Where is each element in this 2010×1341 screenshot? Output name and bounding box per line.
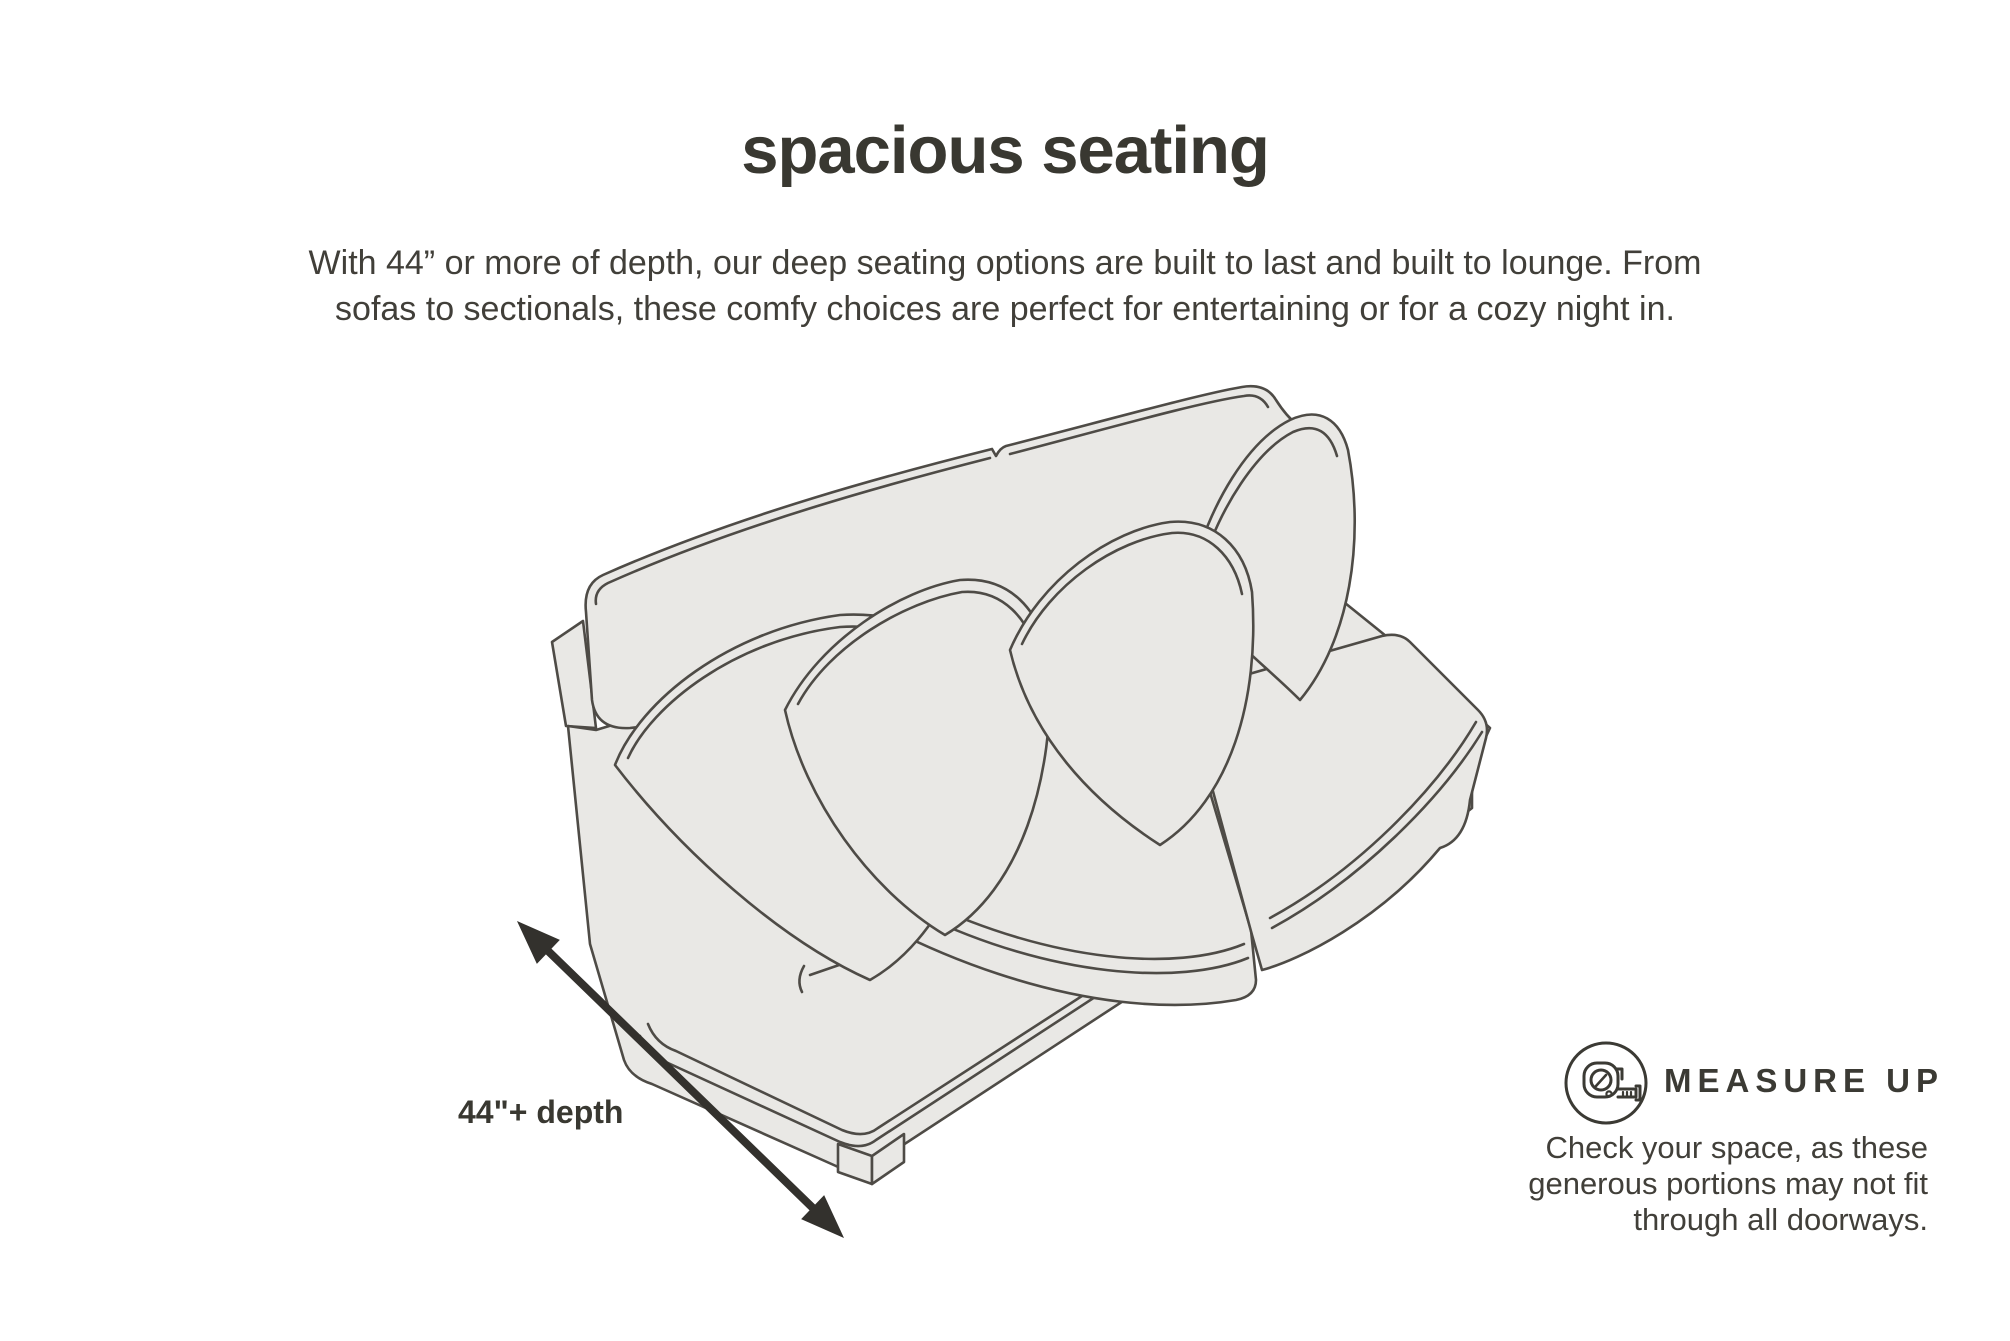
measure-up-line-1: Check your space, as these [1545, 1130, 1928, 1165]
intro-line-1: With 44” or more of depth, our deep seating options are built to last and built to lounge. From [308, 244, 1702, 282]
measure-up-line-2: generous portions may not fit [1528, 1166, 1928, 1201]
tape-measure-icon [1562, 1039, 1650, 1127]
measure-up-line-3: through all doorways. [1633, 1202, 1928, 1237]
depth-label: 44"+ depth [458, 1094, 624, 1130]
page-title: spacious seating [741, 113, 1269, 188]
intro-line-2: sofas to sectionals, these comfy choices are perfect for entertaining or for a cozy night in. [335, 290, 1675, 328]
measure-up-text [1468, 1130, 1928, 1238]
measure-up-heading: MEASURE UP [1664, 1062, 1945, 1099]
